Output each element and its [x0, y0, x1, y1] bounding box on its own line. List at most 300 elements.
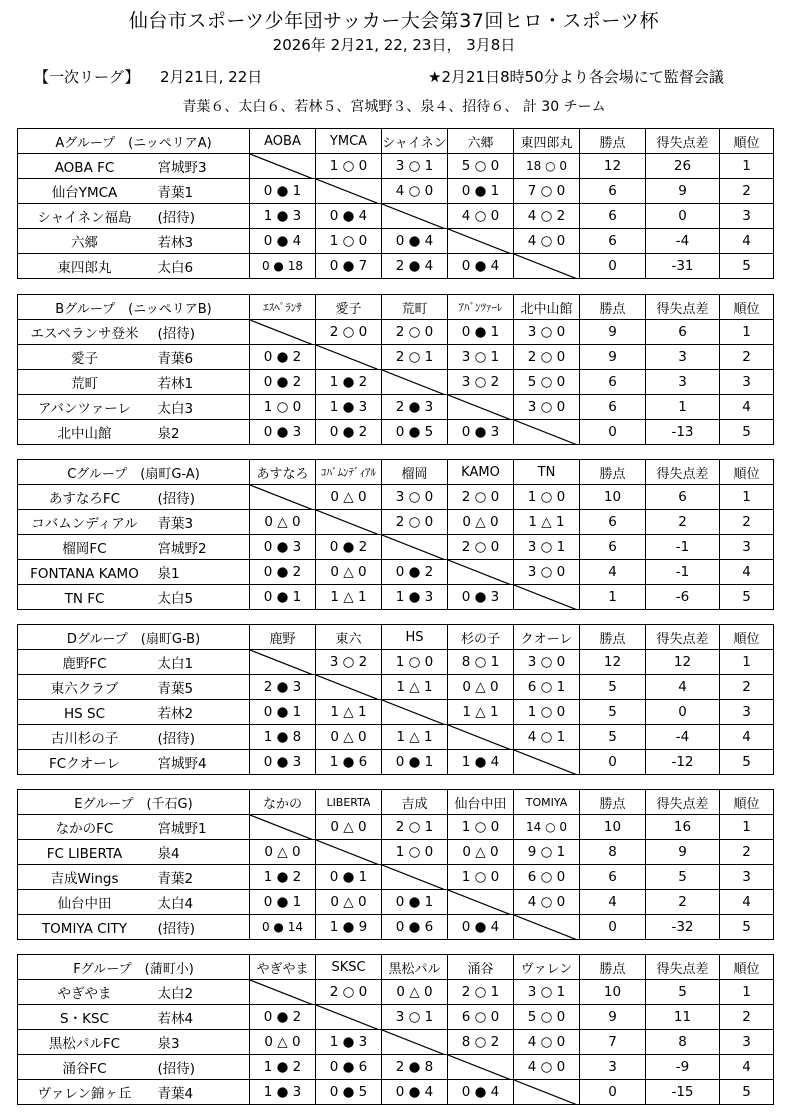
match-result: 0 ● 1	[250, 890, 316, 915]
goal-diff-value: -15	[646, 1080, 720, 1105]
opponent-header: 荒町	[382, 295, 448, 320]
team-league: (招待)	[157, 921, 196, 937]
team-cell	[18, 865, 250, 890]
rank-header: 順位	[720, 129, 774, 154]
table-row	[18, 320, 774, 345]
goal-diff-value: -13	[646, 420, 720, 445]
match-result: 0 ● 1	[382, 750, 448, 775]
match-result: 0 ● 1	[316, 865, 382, 890]
opponent-header: 東六	[316, 625, 382, 650]
team-league: 宮城野1	[157, 821, 207, 837]
match-result: 0 △ 0	[316, 560, 382, 585]
table-row	[18, 560, 774, 585]
table-row	[18, 585, 774, 610]
diagonal-line	[514, 750, 580, 775]
opponent-header: YMCA	[316, 129, 382, 154]
self-match-cell	[316, 675, 382, 700]
team-name: 仙台YMCA	[51, 185, 118, 201]
rank-value: 4	[720, 890, 774, 915]
diagonal-line	[382, 700, 448, 725]
rank-value: 3	[720, 204, 774, 229]
goal-diff-value: 3	[646, 345, 720, 370]
team-name: 東四郎丸	[57, 260, 112, 276]
team-cell	[18, 229, 250, 254]
diagonal-line	[250, 154, 316, 179]
match-result: 5 ○ 0	[514, 1005, 580, 1030]
opponent-header: 六郷	[448, 129, 514, 154]
points-header: 勝点	[580, 790, 646, 815]
match-result: 0 ● 18	[250, 254, 316, 279]
match-result: 3 ○ 0	[514, 320, 580, 345]
opponent-header: 榴岡	[382, 460, 448, 485]
match-result: 1 ● 2	[250, 865, 316, 890]
table-row	[18, 650, 774, 675]
self-match-cell	[316, 1005, 382, 1030]
team-name: 東六クラブ	[50, 681, 119, 697]
table-row	[18, 395, 774, 420]
group-table	[17, 459, 774, 610]
match-result: 0 ● 3	[448, 420, 514, 445]
group-table	[17, 128, 774, 279]
team-league: 太白4	[157, 896, 194, 912]
opponent-header: KAMO	[448, 460, 514, 485]
match-result: 4 ○ 0	[382, 179, 448, 204]
opponent-header: 涌谷	[448, 955, 514, 980]
team-cell	[18, 510, 250, 535]
goal-diff-value: -4	[646, 725, 720, 750]
match-result: 1 ○ 0	[250, 395, 316, 420]
team-league: 宮城野2	[157, 541, 207, 557]
team-name: FCクオーレ	[49, 756, 120, 772]
team-name: ヴァレン錦ヶ丘	[37, 1086, 132, 1102]
team-cell	[18, 890, 250, 915]
opponent-header: TN	[514, 460, 580, 485]
participants-summary: 青葉６、太白６、若林５、宮城野３、泉４、招待６、 計 30 チーム	[182, 99, 606, 115]
table-row	[18, 510, 774, 535]
match-result: 3 ○ 0	[382, 485, 448, 510]
points-value: 12	[580, 154, 646, 179]
group-title: Bグループ (ニッペリアB)	[18, 295, 250, 320]
points-value: 4	[580, 560, 646, 585]
points-header: 勝点	[580, 625, 646, 650]
team-cell	[18, 345, 250, 370]
match-result: 0 ● 5	[316, 1080, 382, 1105]
table-row	[18, 865, 774, 890]
self-match-cell	[382, 1030, 448, 1055]
self-match-cell	[382, 700, 448, 725]
team-cell	[18, 650, 250, 675]
match-result: 0 ● 2	[250, 345, 316, 370]
team-name: 古川杉の子	[50, 731, 119, 747]
goal-diff-value: 1	[646, 395, 720, 420]
goal-diff-value: -4	[646, 229, 720, 254]
match-result: 0 △ 0	[250, 1030, 316, 1055]
group-table	[17, 954, 774, 1105]
team-cell	[18, 915, 250, 940]
match-result: 1 ○ 0	[448, 815, 514, 840]
match-result: 4 ○ 2	[514, 204, 580, 229]
opponent-header: 愛子	[316, 295, 382, 320]
team-name: 北中山館	[57, 426, 112, 442]
match-result: 0 ● 3	[250, 750, 316, 775]
rank-value: 4	[720, 395, 774, 420]
group-title: Eグループ (千石G)	[18, 790, 250, 815]
table-row	[18, 675, 774, 700]
team-cell	[18, 154, 250, 179]
match-result: 0 ● 6	[316, 1055, 382, 1080]
goal-diff-header: 得失点差	[646, 129, 720, 154]
team-name: アバンツァーレ	[37, 401, 131, 417]
team-league: 太白2	[157, 986, 194, 1002]
goal-diff-value: -31	[646, 254, 720, 279]
match-result: 1 ○ 0	[382, 840, 448, 865]
rank-value: 1	[720, 485, 774, 510]
diagonal-line	[250, 650, 316, 675]
match-result: 0 ● 1	[448, 320, 514, 345]
match-result: 0 ● 4	[448, 915, 514, 940]
diagonal-line	[316, 345, 382, 370]
match-result: 1 △ 1	[316, 585, 382, 610]
match-result: 0 ● 2	[316, 420, 382, 445]
group-title: Fグループ (蒲町小)	[18, 955, 250, 980]
diagonal-line	[250, 320, 316, 345]
opponent-header: 杉の子	[448, 625, 514, 650]
self-match-cell	[448, 890, 514, 915]
points-value: 9	[580, 1005, 646, 1030]
match-result: 8 ○ 2	[448, 1030, 514, 1055]
goal-diff-value: 11	[646, 1005, 720, 1030]
goal-diff-value: -12	[646, 750, 720, 775]
team-league: (招待)	[157, 210, 196, 226]
match-result: 1 ○ 0	[514, 700, 580, 725]
group-title: Dグループ (扇町G-B)	[18, 625, 250, 650]
points-value: 6	[580, 535, 646, 560]
rank-header: 順位	[720, 955, 774, 980]
rank-value: 3	[720, 700, 774, 725]
goal-diff-value: 3	[646, 370, 720, 395]
match-result: 0 △ 0	[250, 510, 316, 535]
team-cell	[18, 815, 250, 840]
match-result: 0 ● 4	[448, 1080, 514, 1105]
opponent-header: HS	[382, 625, 448, 650]
rank-header: 順位	[720, 790, 774, 815]
match-result: 0 ● 7	[316, 254, 382, 279]
match-result: 2 ○ 0	[448, 535, 514, 560]
team-name: 仙台中田	[57, 896, 112, 912]
goal-diff-value: 6	[646, 485, 720, 510]
team-name: 鹿野FC	[62, 656, 107, 672]
match-result: 1 △ 1	[382, 725, 448, 750]
goal-diff-header: 得失点差	[646, 295, 720, 320]
match-result: 6 ○ 0	[514, 865, 580, 890]
team-cell	[18, 1055, 250, 1080]
diagonal-line	[250, 815, 316, 840]
diagonal-line	[514, 254, 580, 279]
team-league: 泉3	[157, 1036, 180, 1052]
match-result: 0 △ 0	[316, 725, 382, 750]
table-row	[18, 370, 774, 395]
team-league: 太白5	[157, 591, 194, 607]
match-result: 2 ○ 1	[448, 980, 514, 1005]
match-result: 3 ○ 0	[514, 395, 580, 420]
match-result: 0 ● 2	[382, 560, 448, 585]
opponent-header: LIBERTA	[316, 790, 382, 815]
team-name: やぎやま	[57, 986, 112, 1002]
rank-value: 1	[720, 650, 774, 675]
points-header: 勝点	[580, 295, 646, 320]
team-name: 榴岡FC	[62, 541, 107, 557]
goal-diff-value: 2	[646, 890, 720, 915]
diagonal-line	[316, 510, 382, 535]
table-row	[18, 204, 774, 229]
match-result: 1 △ 1	[448, 700, 514, 725]
table-row	[18, 725, 774, 750]
match-result: 0 ● 4	[316, 204, 382, 229]
match-result: 4 ○ 0	[514, 890, 580, 915]
opponent-header: 仙台中田	[448, 790, 514, 815]
points-value: 10	[580, 980, 646, 1005]
match-result: 2 ○ 1	[382, 815, 448, 840]
diagonal-line	[448, 395, 514, 420]
self-match-cell	[250, 320, 316, 345]
match-result: 4 ○ 0	[514, 229, 580, 254]
points-value: 6	[580, 370, 646, 395]
self-match-cell	[250, 485, 316, 510]
match-result: 3 ○ 1	[382, 154, 448, 179]
match-result: 4 ○ 0	[448, 204, 514, 229]
team-league: 青葉4	[157, 1086, 194, 1102]
team-cell	[18, 1030, 250, 1055]
match-result: 1 ● 3	[316, 1030, 382, 1055]
team-league: 泉4	[157, 846, 180, 862]
goal-diff-value: 2	[646, 510, 720, 535]
rank-value: 1	[720, 815, 774, 840]
points-value: 6	[580, 229, 646, 254]
rank-value: 3	[720, 370, 774, 395]
team-cell	[18, 1005, 250, 1030]
opponent-header: シャイネン	[382, 129, 448, 154]
match-result: 0 △ 0	[382, 980, 448, 1005]
match-result: 3 ○ 2	[316, 650, 382, 675]
match-result: 2 ○ 0	[382, 320, 448, 345]
points-value: 5	[580, 675, 646, 700]
rank-value: 2	[720, 840, 774, 865]
match-result: 1 ○ 0	[316, 229, 382, 254]
team-league: 若林1	[157, 376, 194, 392]
opponent-header: ｴｽﾍﾟﾗﾝｻ	[250, 295, 316, 320]
points-value: 5	[580, 700, 646, 725]
team-cell	[18, 700, 250, 725]
match-result: 0 ● 1	[250, 179, 316, 204]
table-row	[18, 1030, 774, 1055]
rank-value: 1	[720, 320, 774, 345]
rank-value: 2	[720, 1005, 774, 1030]
points-value: 6	[580, 865, 646, 890]
rank-header: 順位	[720, 295, 774, 320]
match-result: 1 △ 1	[514, 510, 580, 535]
table-row	[18, 154, 774, 179]
meeting-notice: ★2月21日8時50分より各会場にて監督会議	[428, 68, 724, 86]
match-result: 0 △ 0	[250, 840, 316, 865]
table-row	[18, 535, 774, 560]
self-match-cell	[448, 229, 514, 254]
points-value: 9	[580, 320, 646, 345]
points-header: 勝点	[580, 955, 646, 980]
diagonal-line	[448, 725, 514, 750]
match-result: 0 ● 4	[250, 229, 316, 254]
match-result: 3 ○ 0	[514, 560, 580, 585]
team-name: S・KSC	[60, 1011, 109, 1027]
rank-value: 5	[720, 420, 774, 445]
match-result: 0 ● 4	[382, 229, 448, 254]
rank-value: 2	[720, 345, 774, 370]
table-row	[18, 1005, 774, 1030]
table-row	[18, 1055, 774, 1080]
self-match-cell	[382, 865, 448, 890]
team-cell	[18, 750, 250, 775]
match-result: 0 ● 14	[250, 915, 316, 940]
self-match-cell	[448, 1055, 514, 1080]
team-league: 太白6	[157, 260, 194, 276]
diagonal-line	[382, 204, 448, 229]
group-header-row	[18, 955, 774, 980]
goal-diff-value: -1	[646, 560, 720, 585]
self-match-cell	[382, 204, 448, 229]
match-result: 14 ○ 0	[514, 815, 580, 840]
team-league: 青葉3	[157, 516, 194, 532]
table-row	[18, 485, 774, 510]
match-result: 1 △ 1	[382, 675, 448, 700]
match-result: 1 ● 2	[250, 1055, 316, 1080]
opponent-header: SKSC	[316, 955, 382, 980]
match-result: 0 ● 5	[382, 420, 448, 445]
team-name: TN FC	[64, 591, 105, 607]
opponent-header: クオーレ	[514, 625, 580, 650]
table-row	[18, 700, 774, 725]
match-result: 2 ○ 0	[514, 345, 580, 370]
match-result: 0 △ 0	[316, 485, 382, 510]
match-result: 3 ○ 1	[514, 535, 580, 560]
match-result: 6 ○ 1	[514, 675, 580, 700]
match-result: 4 ○ 0	[514, 1055, 580, 1080]
self-match-cell	[514, 1080, 580, 1105]
self-match-cell	[514, 915, 580, 940]
team-league: 太白3	[157, 401, 194, 417]
goal-diff-value: -32	[646, 915, 720, 940]
team-name: AOBA FC	[54, 160, 115, 176]
opponent-header: 東四郎丸	[514, 129, 580, 154]
team-cell	[18, 485, 250, 510]
opponent-header: 吉成	[382, 790, 448, 815]
match-result: 0 ● 1	[448, 179, 514, 204]
rank-value: 4	[720, 1055, 774, 1080]
team-cell	[18, 370, 250, 395]
team-name: シャイネン福島	[37, 210, 132, 226]
self-match-cell	[250, 815, 316, 840]
goal-diff-header: 得失点差	[646, 460, 720, 485]
goal-diff-value: -6	[646, 585, 720, 610]
team-name: 愛子	[71, 351, 98, 367]
self-match-cell	[514, 750, 580, 775]
match-result: 2 ○ 0	[448, 485, 514, 510]
points-value: 10	[580, 815, 646, 840]
table-row	[18, 915, 774, 940]
team-cell	[18, 585, 250, 610]
diagonal-line	[316, 675, 382, 700]
points-value: 0	[580, 750, 646, 775]
match-result: 1 ● 3	[250, 204, 316, 229]
diagonal-line	[250, 485, 316, 510]
match-result: 0 ● 1	[250, 585, 316, 610]
goal-diff-value: 16	[646, 815, 720, 840]
match-result: 4 ○ 0	[514, 1030, 580, 1055]
opponent-header: 鹿野	[250, 625, 316, 650]
self-match-cell	[514, 254, 580, 279]
points-value: 3	[580, 1055, 646, 1080]
rank-value: 5	[720, 585, 774, 610]
match-result: 0 △ 0	[448, 840, 514, 865]
points-value: 8	[580, 840, 646, 865]
match-result: 1 ● 3	[250, 1080, 316, 1105]
points-value: 10	[580, 485, 646, 510]
team-league: 青葉5	[157, 681, 194, 697]
match-result: 2 ○ 0	[316, 980, 382, 1005]
points-value: 0	[580, 420, 646, 445]
match-result: 3 ○ 1	[382, 1005, 448, 1030]
diagonal-line	[382, 1030, 448, 1055]
self-match-cell	[382, 535, 448, 560]
match-result: 1 ○ 0	[382, 650, 448, 675]
diagonal-line	[382, 865, 448, 890]
goal-diff-value: 6	[646, 320, 720, 345]
match-result: 1 ● 2	[316, 370, 382, 395]
match-result: 1 ○ 0	[448, 865, 514, 890]
match-result: 0 ● 4	[382, 1080, 448, 1105]
match-result: 0 ● 2	[250, 1005, 316, 1030]
rank-value: 4	[720, 229, 774, 254]
match-result: 0 △ 0	[448, 675, 514, 700]
goal-diff-value: 8	[646, 1030, 720, 1055]
group-header-row	[18, 129, 774, 154]
goal-diff-header: 得失点差	[646, 955, 720, 980]
diagonal-line	[448, 890, 514, 915]
self-match-cell	[316, 179, 382, 204]
opponent-header: 北中山館	[514, 295, 580, 320]
group-table	[17, 789, 774, 940]
team-league: 青葉1	[157, 185, 194, 201]
team-league: 若林4	[157, 1011, 194, 1027]
match-result: 2 ○ 1	[382, 345, 448, 370]
team-league: (招待)	[157, 491, 196, 507]
self-match-cell	[448, 560, 514, 585]
rank-value: 5	[720, 1080, 774, 1105]
opponent-header: やぎやま	[250, 955, 316, 980]
team-league: 太白1	[157, 656, 194, 672]
match-result: 5 ○ 0	[448, 154, 514, 179]
rank-value: 5	[720, 254, 774, 279]
points-value: 0	[580, 1080, 646, 1105]
match-result: 0 ● 1	[250, 700, 316, 725]
match-result: 0 △ 0	[316, 815, 382, 840]
diagonal-line	[448, 229, 514, 254]
match-result: 2 ● 4	[382, 254, 448, 279]
diagonal-line	[514, 915, 580, 940]
opponent-header: ヴァレン	[514, 955, 580, 980]
diagonal-line	[316, 179, 382, 204]
team-name: FC LIBERTA	[46, 846, 123, 862]
match-result: 4 ○ 1	[514, 725, 580, 750]
table-row	[18, 254, 774, 279]
